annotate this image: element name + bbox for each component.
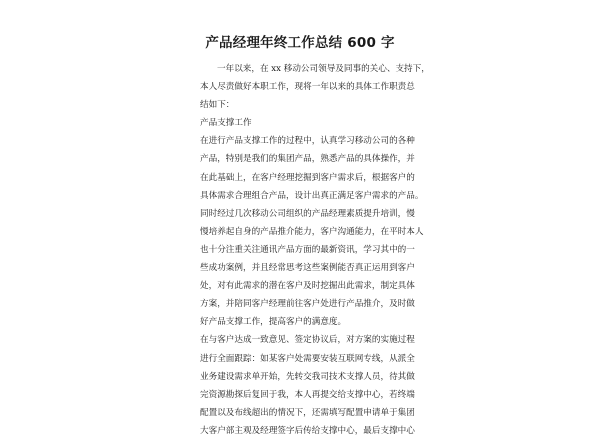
body-line: 完资源勘探后复回于我，本人再提交给支撑中心，若终端 (200, 389, 415, 400)
body-line: 具体需求合理组合产品，设计出真正满足客户需求的产品。 (200, 190, 424, 201)
body-line: 配置以及布线超出的情况下，还需填写配置申请单于集团 (200, 407, 415, 418)
body-line: 产品支撑工作 (200, 118, 252, 129)
body-line: 大客户部主观及经理签字后传给支撑中心，最后支撑中心 (200, 425, 415, 436)
body-line: 方案，并陪同客户经理前往客户处进行产品推介，及时做 (200, 299, 415, 310)
body-line: 在进行产品支撑工作的过程中，认真学习移动公司的各种 (200, 136, 415, 147)
body-line: 在此基础上，在客户经理挖掘到客户需求后，根据客户的 (200, 172, 415, 183)
body-line: 同时经过几次移动公司组织的产品经理素质提升培训，慢 (200, 208, 415, 219)
body-line: 些成功案例，并且经常思考这些案例能否真正运用到客户 (200, 263, 415, 274)
body-line: 处，对有此需求的潜在客户及时挖掘出此需求，制定具体 (200, 281, 415, 292)
body-line: 一年以来，在 xx 移动公司领导及同事的关心、支持下， (217, 64, 430, 74)
body-line: 好产品支撑工作，提高客户的满意度。 (200, 317, 347, 328)
document-title: 产品经理年终工作总结 600 字 (205, 35, 395, 51)
body-line: 结如下： (200, 100, 235, 111)
body-line: 业务建设需求单开始，先转交我司技术支撑人员，待其做 (200, 371, 415, 382)
body-line: 本人尽责做好本职工作，现将一年以来的具体工作职责总 (200, 82, 415, 93)
document-body (200, 60, 430, 440)
body-line: 在与客户达成一致意见、签定协议后，对方案的实施过程 (200, 335, 415, 346)
body-line: 慢培养起自身的产品推介能力，客户沟通能力，在平时本人 (200, 226, 424, 237)
body-line: 进行全面跟踪：如某客户处需要安装互联网专线，从派全 (200, 353, 415, 364)
body-line: 也十分注重关注通讯产品方面的最新资讯，学习其中的一 (200, 244, 415, 255)
body-line: 产品，特别是我们的集团产品，熟悉产品的具体操作，并 (200, 154, 415, 165)
